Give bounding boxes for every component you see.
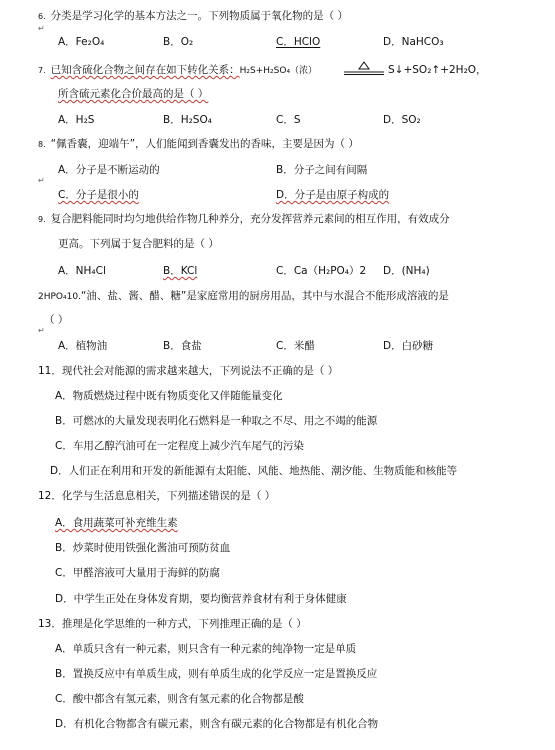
paragraph-mark: ↵	[38, 176, 45, 185]
q8-option-d: D．分子是由原子构成的	[276, 189, 390, 201]
question-13-stem: 13．推理是化学思维的一种方式，下列推理正确的是（ ）	[38, 618, 307, 630]
q11-option-b: B．可燃冰的大量发现表明化石燃料是一种取之不尽、用之不竭的能源	[55, 415, 378, 427]
paragraph-mark: ↵	[38, 326, 45, 335]
q6-option-c: C．HClO	[276, 36, 321, 48]
q12-option-b: B．炒菜时使用铁强化酱油可预防贫血	[55, 542, 231, 554]
q13-option-d: D．有机化合物都含有碳元素，则含有碳元素的化合物都是有机化合物	[55, 718, 379, 730]
q9-option-a: A．NH₄Cl	[58, 265, 106, 277]
q6-option-a: A．Fe₂O₄	[58, 36, 105, 48]
q9-option-d: D．(NH₄)	[383, 265, 430, 277]
q12-option-d: D．中学生正处在身体发育期，要均衡营养食材有利于身体健康	[55, 593, 347, 605]
reaction-condition-heat	[342, 60, 386, 80]
q6-option-d: D．NaHCO₃	[383, 36, 444, 48]
q8-option-b: B．分子之间有间隔	[276, 164, 368, 176]
heat-arrow-icon	[342, 60, 386, 80]
question-7-stem-line1: 7. 已知含硫化合物之间存在如下转化关系：H₂S+H₂SO₄（浓）	[38, 64, 318, 76]
question-11-stem: 11．现代社会对能源的需求越来越大，下列说法不正确的是（ ）	[38, 365, 339, 377]
q12-option-a: A．食用蔬菜可补充维生素	[55, 517, 178, 529]
question-9-stem-line2: 更高。下列属于复合肥料的是（ ）	[58, 238, 219, 250]
q12-option-c: C．甲醛溶液可大量用于海鲜的防腐	[55, 567, 220, 579]
question-12-stem: 12．化学与生活息息相关，下列描述错误的是（ ）	[38, 490, 276, 502]
q9-option-b: B．KCl	[163, 265, 198, 277]
question-6-stem: 6. 分类是学习化学的基本方法之一。下列物质属于氧化物的是（ ）	[38, 10, 348, 22]
question-8-stem: 8. “佩香囊，迎端午”，人们能闻到香囊发出的香味，主要是因为（ ）	[38, 138, 359, 150]
q10-option-d: D．白砂糖	[383, 340, 434, 352]
q11-option-c: C．车用乙醇汽油可在一定程度上减少汽车尾气的污染	[55, 440, 304, 452]
q7-option-a: A．H₂S	[58, 114, 95, 126]
q13-option-b: B．置换反应中有单质生成，则有单质生成的化学反应一定是置换反应	[55, 668, 378, 680]
q13-option-a: A．单质只含有一种元素，则只含有一种元素的纯净物一定是单质	[55, 643, 357, 655]
question-7-stem-line2: 所含硫元素化合价最高的是（ ）	[58, 88, 209, 100]
q11-option-d: D．人们正在利用和开发的新能源有太阳能、风能、地热能、潮汐能、生物质能和核能等	[50, 465, 458, 477]
q13-option-c: C．酸中都含有氢元素，则含有氢元素的化合物都是酸	[55, 693, 304, 705]
q7-option-b: B．H₂SO₄	[163, 114, 212, 126]
question-10-stem-line1: 2HPO₄10.“油、盐、酱、醋、糖”是家庭常用的厨房用品，其中与水混合不能形成溶液的是	[38, 290, 449, 302]
q8-option-c: C．分子是很小的	[58, 189, 139, 201]
q6-option-b: B．O₂	[163, 36, 194, 48]
question-10-stem-line2: （ ）	[44, 314, 69, 326]
question-7-reaction-products: S↓+SO₂↑+2H₂O，	[388, 64, 487, 76]
q10-option-a: A．植物油	[58, 340, 108, 352]
q7-option-c: C．S	[276, 114, 301, 126]
q11-option-a: A．物质燃烧过程中既有物质变化又伴随能量变化	[55, 390, 283, 402]
paragraph-mark: ↵	[38, 24, 45, 33]
q10-option-b: B．食盐	[163, 340, 202, 352]
question-9-stem-line1: 9. 复合肥料能同时均匀地供给作物几种养分，充分发挥营养元素间的相互作用，有效成分	[38, 213, 450, 225]
q10-option-c: C．米醋	[276, 340, 315, 352]
q8-option-a: A．分子是不断运动的	[58, 164, 160, 176]
q7-option-d: D．SO₂	[383, 114, 421, 126]
q9-option-c: C．Ca（H₂PO₄）2	[276, 265, 367, 277]
